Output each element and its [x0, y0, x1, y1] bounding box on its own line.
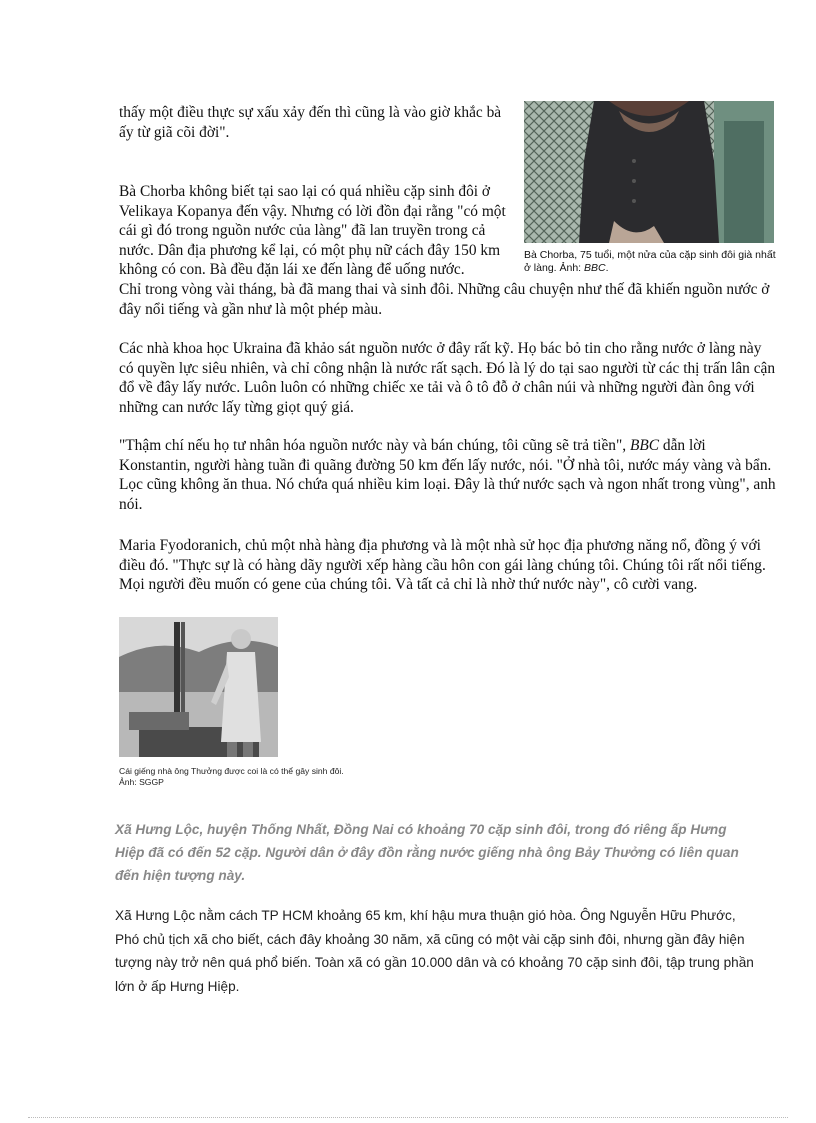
photo-well-image — [119, 617, 278, 757]
paragraph-chorba-rumor — [119, 182, 514, 280]
paragraph-konstantin-quote — [119, 436, 779, 514]
paragraph-chorba-rumor-continued — [119, 280, 779, 319]
photo-well — [119, 617, 278, 757]
paragraph-scientists — [119, 339, 779, 417]
quote-text: "Thậm chí nếu họ tư nhân hóa nguồn nước này và bán chúng, tôi cũng sẽ trả tiền", — [119, 437, 630, 454]
lead-text: Xã Hưng Lộc, huyện Thống Nhất, Đồng Nai có khoảng 70 cặp sinh đôi, trong đó riêng ấp Hưng Hiệp đã có đến 52 cặp. Người dân ở đây đồn rằng nước giếng nhà ông Bảy Thưởng có liên quan đến hiện tượng này. — [115, 822, 739, 883]
paragraph-text: Bà Chorba không biết tại sao lại có quá nhiều cặp sinh đôi ở Velikaya Kopanya đến vậy. Nhưng có lời đồn đại rằng "có một cái gì đó trong nguồn nước của làng" đã lan truyền trong cả nước. Dân địa phương kể lại, có một phụ nữ cách đây 150 km không có con. Bà đều đặn lái xe đến làng để uống nước. — [119, 183, 506, 278]
article-lead — [115, 818, 755, 887]
paragraph-text: Maria Fyodoranich, chủ một nhà hàng địa phương và là một nhà sử học địa phương năng nổ, đồng ý với điều đó. "Thực sự là có hàng dãy người xếp hàng cầu hôn con gái làng chúng tôi. Chúng tôi rất nổi tiếng. Mọi người đều muốn có gene của chúng tôi. Và tất cả chỉ là nhờ thứ nước này", cô cười vang. — [119, 537, 766, 593]
photo-ba-chorba — [524, 101, 774, 243]
paragraph-text: Chỉ trong vòng vài tháng, bà đã mang thai và sinh đôi. Những câu chuyện như thế đã khiến nguồn nước ở đây nổi tiếng và gần như là một phép màu. — [119, 281, 770, 318]
photo-ba-chorba-image — [524, 101, 774, 243]
caption-end: . — [605, 262, 609, 274]
caption-text: Cái giếng nhà ông Thưởng được coi là có thể gây sinh đôi. Ảnh: SGGP — [119, 766, 344, 787]
paragraph-text: thấy một điều thực sự xấu xảy đến thì cũng là vào giờ khắc bà ấy từ giã cõi đời". — [119, 104, 502, 141]
paragraph-text: Các nhà khoa học Ukraina đã khảo sát nguồn nước ở đây rất kỹ. Họ bác bỏ tin cho rằng nước ở làng này có quyền lực siêu nhiên, và chỉ công nhận là nước rất sạch. Đó là lý do tại sao người từ các thị trấn lân cận đổ về đây lấy nước. Luôn luôn có những chiếc xe tải và ô tô đỗ ở chân núi và những người đàn ông với những can nước lấy từng giọt quý giá. — [119, 340, 776, 416]
page-bottom-rule — [28, 1117, 788, 1118]
photo-ba-chorba-caption — [524, 249, 779, 275]
photo-well-caption — [119, 766, 349, 788]
caption-source: BBC — [584, 262, 606, 274]
paragraph-maria-quote — [119, 536, 779, 595]
paragraph-hung-loc — [115, 904, 755, 998]
caption-text: Bà Chorba, 75 tuổi, một nửa của cặp sinh đôi già nhất ở làng. Ảnh: — [524, 249, 776, 274]
quote-text-continued: dẫn lời Konstantin, người hàng tuần đi quãng đường 50 km đến lấy nước, nói. "Ở nhà tôi, nước máy vàng và bẩn. Lọc cũng không ăn thua. Nó chứa quá nhiều kim loại. Đây là thứ nước sạch và ngon nhất trong vùng", anh nói. — [119, 437, 776, 513]
source-bbc: BBC — [629, 437, 660, 454]
paragraph-intro-end — [119, 103, 519, 142]
paragraph-text: Xã Hưng Lộc nằm cách TP HCM khoảng 65 km, khí hậu mưa thuận gió hòa. Ông Nguyễn Hữu Phước, Phó chủ tịch xã cho biết, cách đây khoảng 30 năm, xã cũng có một vài cặp sinh đôi, nhưng gần đây hiện tượng này trở nên quá phổ biến. Toàn xã có gần 10.000 dân và có khoảng 70 cặp sinh đôi, tập trung phần lớn ở ấp Hưng Hiệp. — [115, 908, 754, 994]
